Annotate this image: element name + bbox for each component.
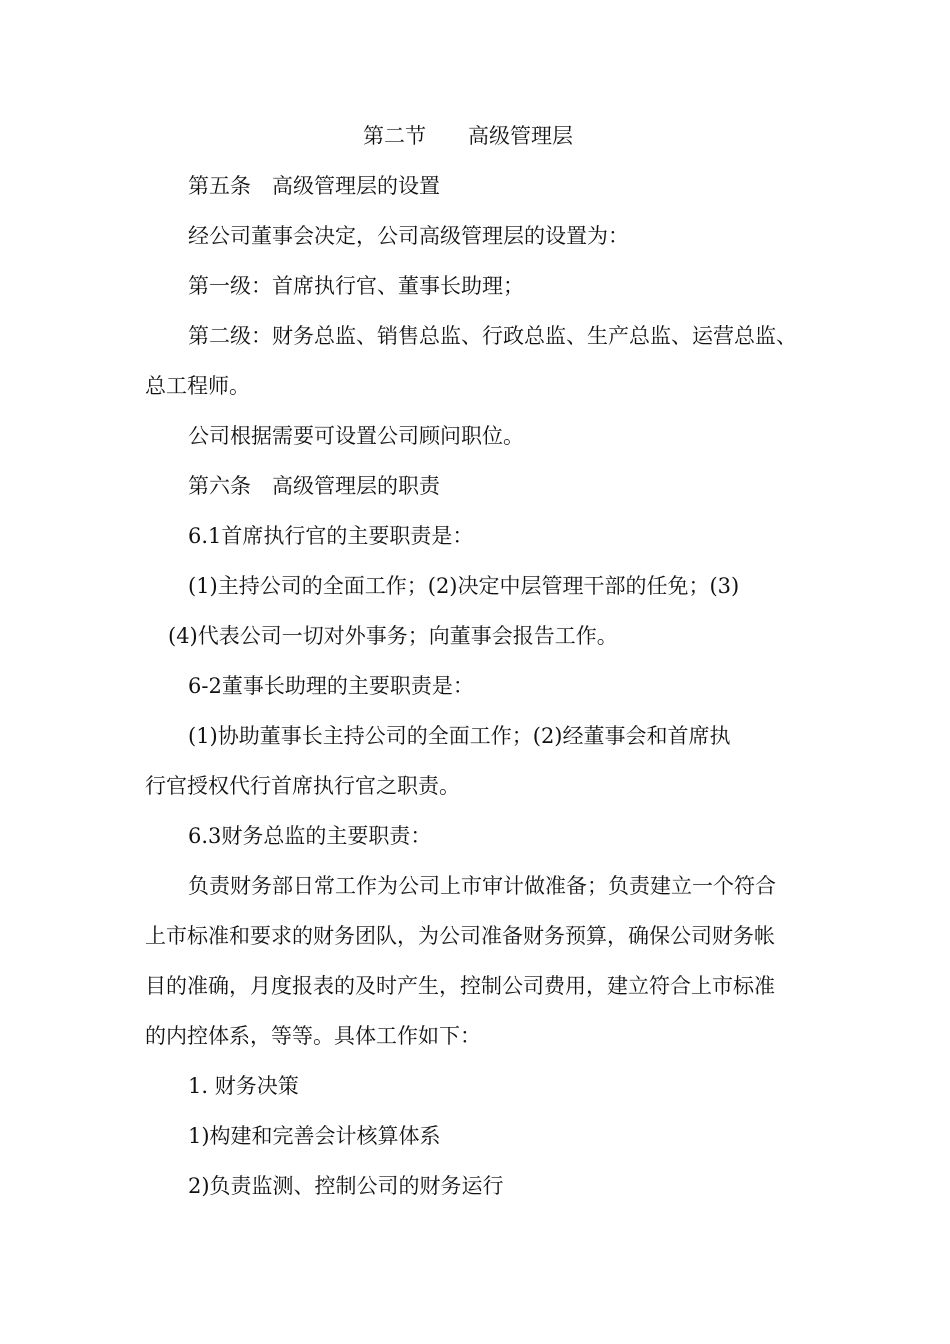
paragraph-line: (4)代表公司一切对外事务；向董事会报告工作。 (168, 624, 618, 648)
subsection-6-1-heading: 6.1首席执行官的主要职责是： (188, 524, 474, 548)
paragraph-line: 行官授权代行首席执行官之职责。 (145, 774, 460, 798)
paragraph-line: 第一级：首席执行官、董事长助理； (188, 274, 524, 298)
paragraph-line: (1)协助董事长主持公司的全面工作；(2)经董事会和首席执 (188, 724, 731, 748)
subsection-6-3-heading: 6.3财务总监的主要职责： (188, 824, 432, 848)
paragraph-line: 目的准确，月度报表的及时产生，控制公司费用，建立符合上市标准 (145, 974, 775, 998)
subsection-6-2-heading: 6-2董事长助理的主要职责是： (188, 674, 474, 698)
paragraph-line: 负责财务部日常工作为公司上市审计做准备；负责建立一个符合 (188, 874, 776, 898)
list-item: 2)负责监测、控制公司的财务运行 (188, 1174, 504, 1198)
paragraph-line: 总工程师。 (145, 374, 250, 398)
paragraph-line: 经公司董事会决定，公司高级管理层的设置为： (188, 224, 629, 248)
paragraph-line: (1)主持公司的全面工作；(2)决定中层管理干部的任免；(3) (188, 574, 740, 598)
paragraph-line: 第二级：财务总监、销售总监、行政总监、生产总监、运营总监、 (188, 324, 797, 348)
list-item: 1)构建和完善会计核算体系 (188, 1124, 441, 1148)
section-title: 第二节 高级管理层 (363, 124, 573, 148)
paragraph-line: 上市标准和要求的财务团队，为公司准备财务预算，确保公司财务帐 (145, 924, 775, 948)
article-5-heading: 第五条 高级管理层的设置 (188, 174, 440, 198)
paragraph-line: 的内控体系，等等。具体工作如下： (145, 1024, 481, 1048)
list-heading: 1. 财务决策 (188, 1074, 299, 1098)
paragraph-line: 公司根据需要可设置公司顾问职位。 (188, 424, 524, 448)
article-6-heading: 第六条 高级管理层的职责 (188, 474, 440, 498)
